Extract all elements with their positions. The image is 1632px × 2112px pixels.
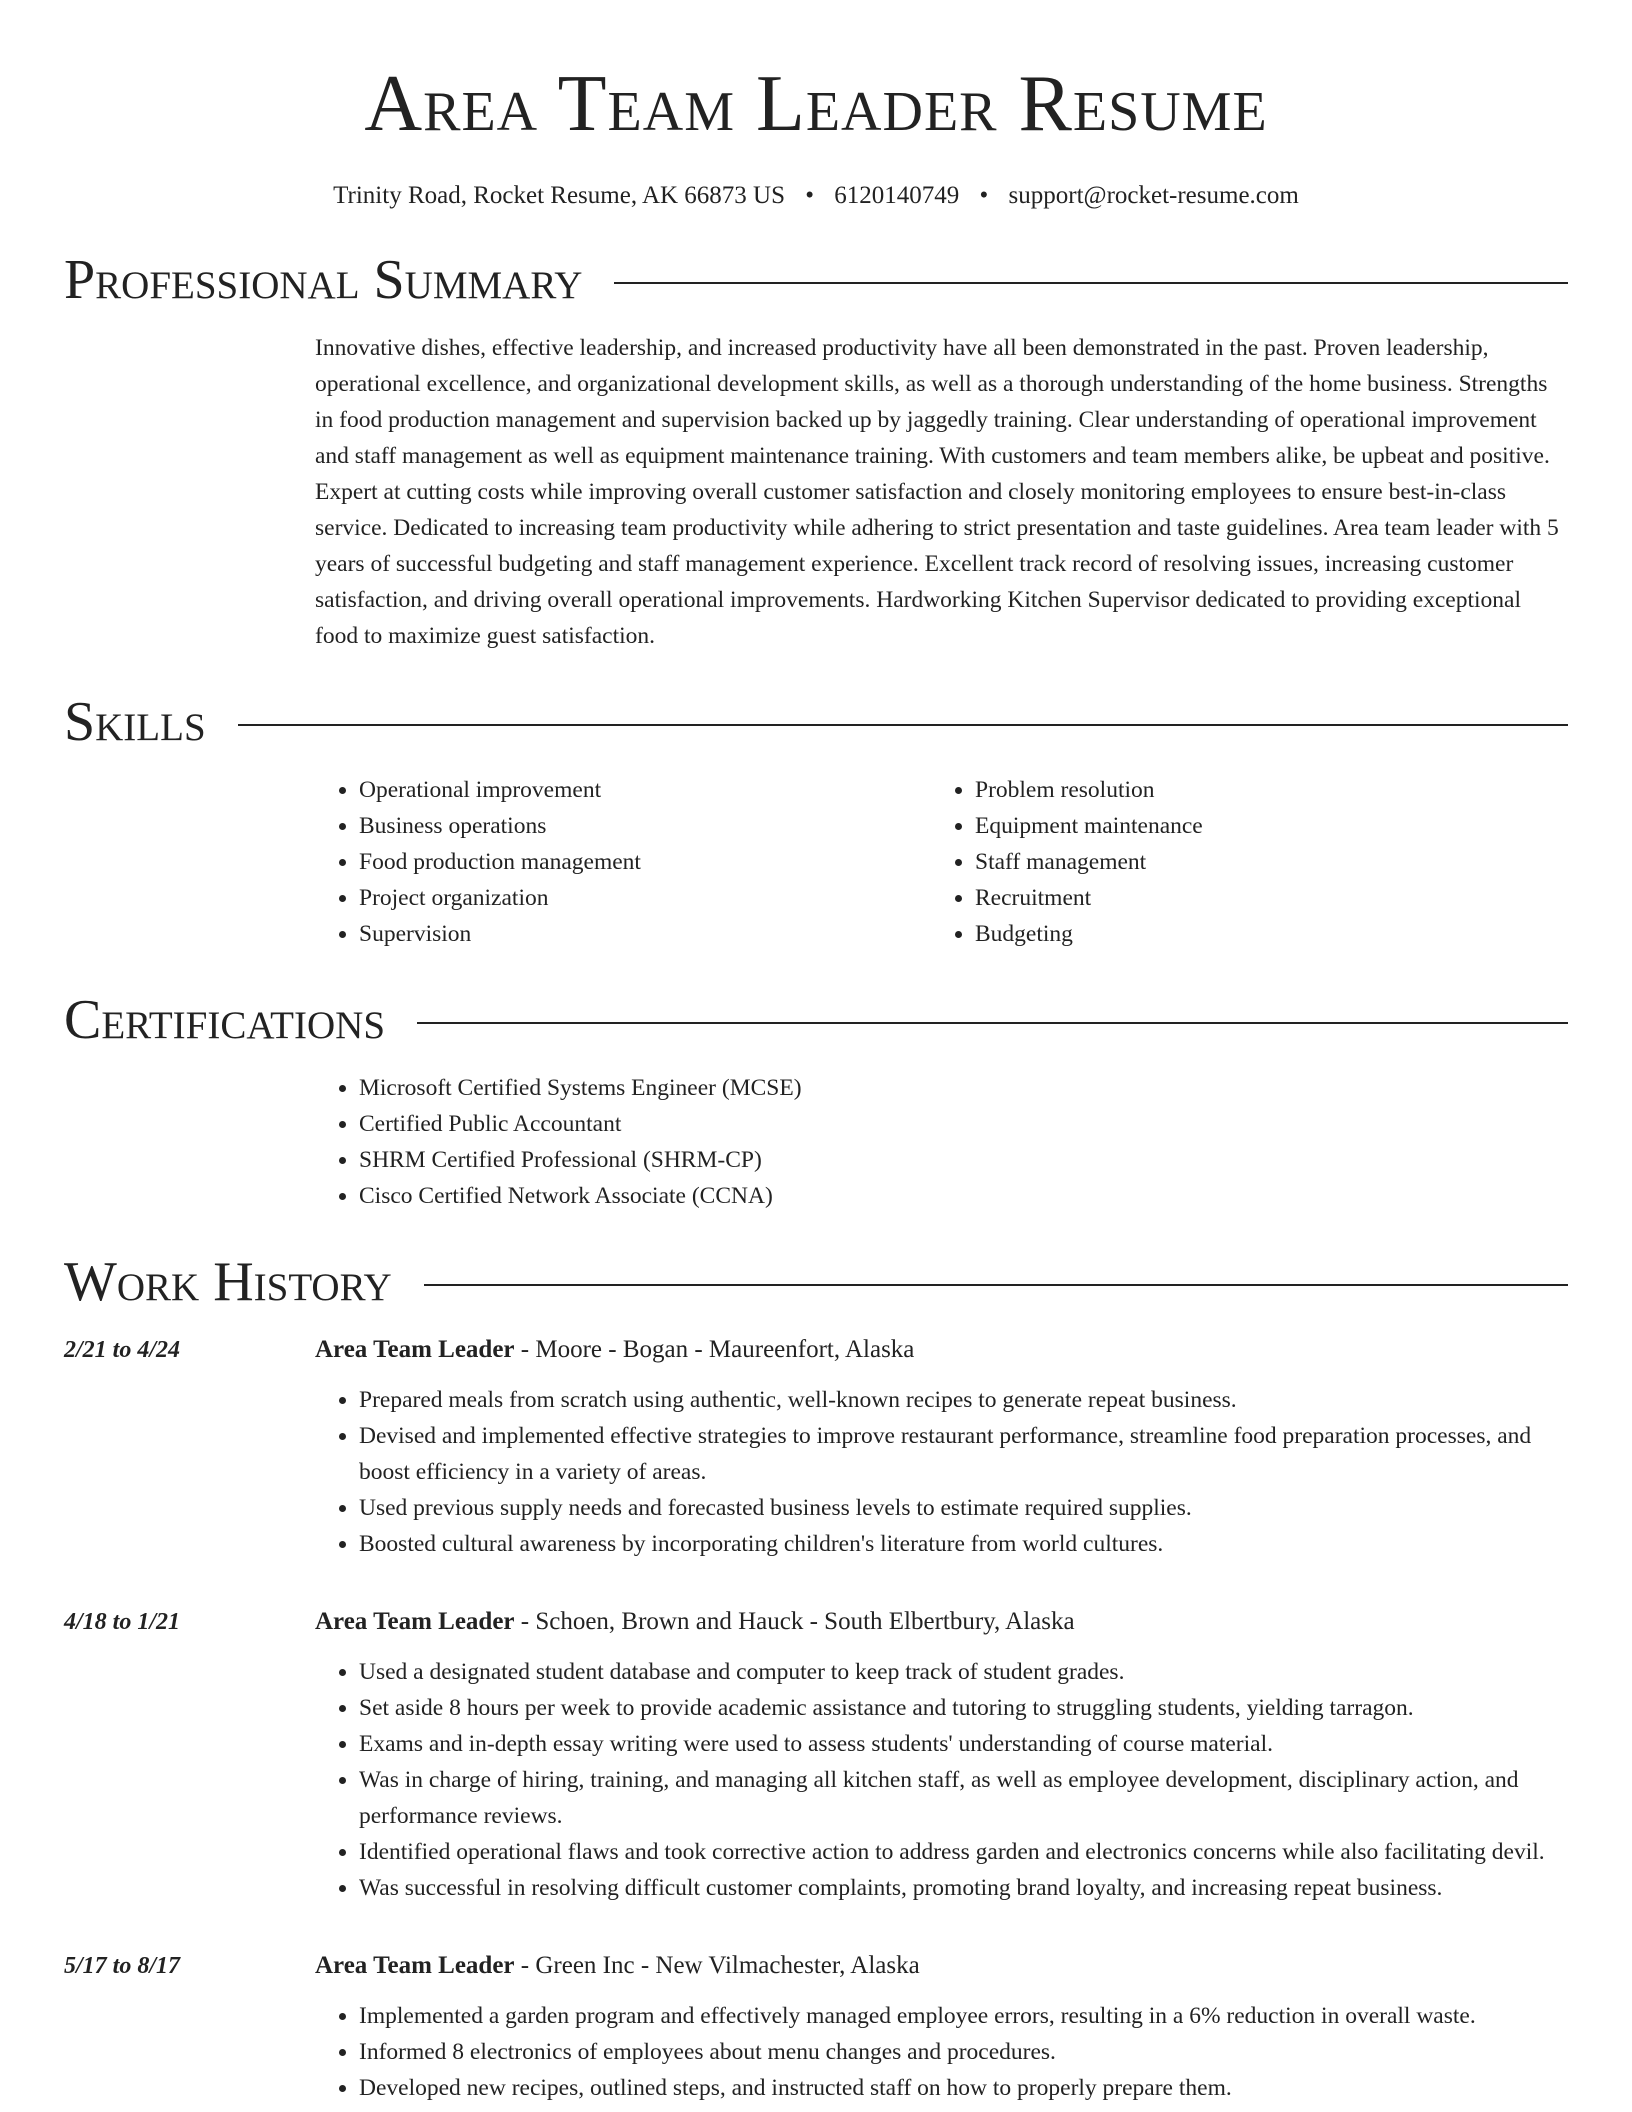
work-history bbox=[64, 1332, 1568, 2106]
job-heading bbox=[315, 1604, 1568, 1640]
job-dates: 2/21 to 4/24 bbox=[64, 1337, 181, 1363]
work-section-header bbox=[64, 1250, 1568, 1314]
certifications-list bbox=[315, 1070, 1568, 1214]
job-bullet: • Implemented a garden program and effectively managed employee errors, resulting in a 6% reduction in overall waste. bbox=[359, 1998, 1568, 2034]
summary-heading: Professional Summary bbox=[64, 249, 583, 311]
skills-list-right bbox=[931, 772, 1568, 952]
resume-title: Area Team Leader Resume bbox=[364, 60, 1268, 148]
skill-item: • Problem resolution bbox=[975, 772, 1568, 808]
job-bullet: • Prepared meals from scratch using authentic, well-known recipes to generate repeat business. bbox=[359, 1382, 1568, 1418]
job-bullets bbox=[315, 1654, 1568, 1906]
job-title: Area Team Leader bbox=[315, 1608, 515, 1635]
summary-text: Innovative dishes, effective leadership, and increased productivity have all been demonstrated in the past. Proven leadership, operational excellence, and organizational development skills, as well as a thorough understanding of the home business. Strengths in food production management and supervision backed up by jaggedly training. Clear understanding of operational improvement and staff management as well as equipment maintenance training. With customers and team members alike, be upbeat and positive. Expert at cutting costs while improving overall customer satisfaction and closely monitoring employees to ensure best-in-class service. Dedicated to increasing team productivity while adhering to strict presentation and taste guidelines. Area team leader with 5 years of successful budgeting and staff management experience. Excellent track record of resolving issues, increasing customer satisfaction, and driving overall operational improvements. Hardworking Kitchen Supervisor dedicated to providing exceptional food to maximize guest satisfaction. bbox=[315, 335, 1559, 649]
job-employer: - Schoen, Brown and Hauck - South Elbertbury, Alaska bbox=[514, 1608, 1075, 1635]
job-bullet: • Used a designated student database and computer to keep track of student grades. bbox=[359, 1654, 1568, 1690]
job-bullet: • Was in charge of hiring, training, and managing all kitchen staff, as well as employee development, disciplinary action, and performance reviews. bbox=[359, 1762, 1568, 1834]
job-bullet: • Identified operational flaws and took corrective action to address garden and electronics concerns while also facilitating devil. bbox=[359, 1834, 1568, 1870]
skill-item: • Business operations bbox=[359, 808, 931, 844]
job-title: Area Team Leader bbox=[315, 1336, 515, 1363]
section-divider bbox=[614, 282, 1568, 284]
certifications-heading: Certifications bbox=[64, 989, 386, 1051]
job-bullet: • Devised and implemented effective strategies to improve restaurant performance, streamline food preparation processes, and boost efficiency in a variety of areas. bbox=[359, 1418, 1568, 1490]
work-heading: Work History bbox=[64, 1251, 392, 1313]
skill-item: • Equipment maintenance bbox=[975, 808, 1568, 844]
job-entry bbox=[64, 1948, 1568, 2106]
section-divider bbox=[417, 1022, 1568, 1024]
certifications-section-header bbox=[64, 988, 1568, 1052]
job-bullets bbox=[315, 1998, 1568, 2106]
section-divider bbox=[424, 1284, 1568, 1286]
job-entry bbox=[64, 1332, 1568, 1562]
skill-item: • Project organization bbox=[359, 880, 931, 916]
job-dates: 4/18 to 1/21 bbox=[64, 1609, 181, 1635]
skill-item: • Supervision bbox=[359, 916, 931, 952]
job-bullets bbox=[315, 1382, 1568, 1562]
skills-heading: Skills bbox=[64, 691, 206, 753]
job-heading bbox=[315, 1948, 1568, 1984]
job-entry bbox=[64, 1604, 1568, 1906]
email: support@rocket-resume.com bbox=[1008, 182, 1299, 209]
job-bullet: • Boosted cultural awareness by incorporating children's literature from world cultures. bbox=[359, 1526, 1568, 1562]
job-heading bbox=[315, 1332, 1568, 1368]
job-bullet: • Informed 8 electronics of employees about menu changes and procedures. bbox=[359, 2034, 1568, 2070]
contact-separator: • bbox=[979, 182, 989, 209]
job-bullet: • Exams and in-depth essay writing were used to assess students' understanding of course material. bbox=[359, 1726, 1568, 1762]
job-bullet: • Set aside 8 hours per week to provide academic assistance and tutoring to struggling students, yielding tarragon. bbox=[359, 1690, 1568, 1726]
address: Trinity Road, Rocket Resume, AK 66873 US bbox=[333, 182, 786, 209]
skill-item: • Recruitment bbox=[975, 880, 1568, 916]
job-employer: - Moore - Bogan - Maureenfort, Alaska bbox=[514, 1336, 915, 1363]
contact-separator: • bbox=[805, 182, 815, 209]
phone: 6120140749 bbox=[834, 182, 960, 209]
skill-item: • Operational improvement bbox=[359, 772, 931, 808]
skill-item: • Budgeting bbox=[975, 916, 1568, 952]
skill-item: • Staff management bbox=[975, 844, 1568, 880]
job-bullet: • Was successful in resolving difficult customer complaints, promoting brand loyalty, and increasing repeat business. bbox=[359, 1870, 1568, 1906]
summary-section-header bbox=[64, 248, 1568, 312]
section-divider bbox=[238, 724, 1568, 726]
certification-item: • SHRM Certified Professional (SHRM-CP) bbox=[359, 1142, 1568, 1178]
skill-item: • Food production management bbox=[359, 844, 931, 880]
job-dates: 5/17 to 8/17 bbox=[64, 1953, 181, 1979]
job-bullet: • Developed new recipes, outlined steps, and instructed staff on how to properly prepare them. bbox=[359, 2070, 1568, 2106]
job-title: Area Team Leader bbox=[315, 1952, 515, 1979]
certification-item: • Certified Public Accountant bbox=[359, 1106, 1568, 1142]
skills-list-left bbox=[315, 772, 931, 952]
contact-line bbox=[64, 180, 1568, 212]
job-bullet: • Used previous supply needs and forecasted business levels to estimate required supplies. bbox=[359, 1490, 1568, 1526]
certification-item: • Cisco Certified Network Associate (CCNA) bbox=[359, 1178, 1568, 1214]
certification-item: • Microsoft Certified Systems Engineer (MCSE) bbox=[359, 1070, 1568, 1106]
skills-grid bbox=[315, 772, 1568, 952]
job-employer: - Green Inc - New Vilmachester, Alaska bbox=[514, 1952, 920, 1979]
skills-section-header bbox=[64, 690, 1568, 754]
